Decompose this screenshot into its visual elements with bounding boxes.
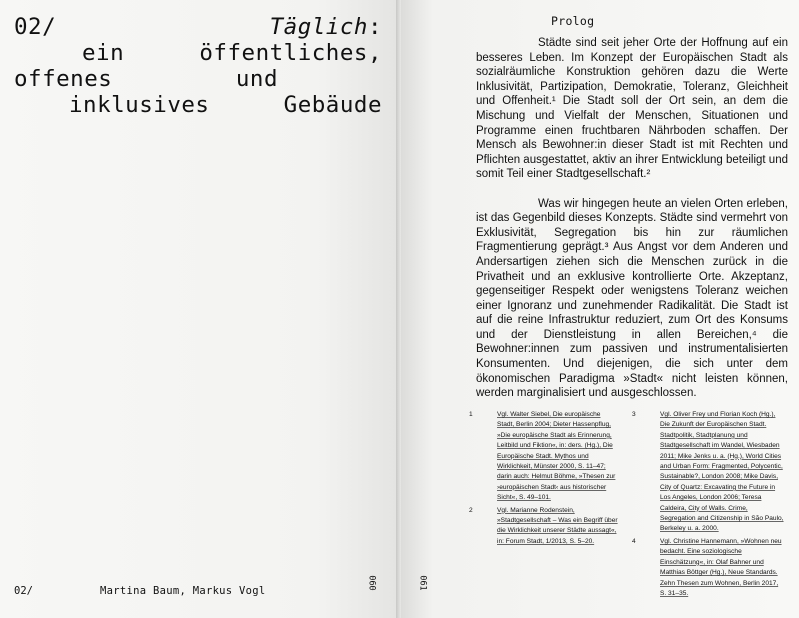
footnote (469, 410, 619, 504)
footnotes-column-right (632, 410, 784, 601)
footnote (632, 410, 784, 535)
footnote-text: Vgl. Oliver Frey und Florian Koch (Hg.), Die Zukunft der Europäischen Stadt. Stadtpolitik, Stadtplanung und Stadtgesellschaft im Wandel, Wiesbaden 2011; Mike Jenks u. a. (Hg.), World Cities and Urban Form: Fragmented, Polycentic, Sustainable?, London 2008; Mike Davis, City of Quartz: Excavating the Future in Los Angeles, London 2006; Teresa Caldeira, City of Walls. Crime, Segregation and Citizenship in São Paulo, Berkeley u. a. 2000. (660, 411, 784, 533)
title-line-3: offenes und (14, 66, 278, 92)
footnote (469, 506, 619, 548)
left-page-number: 060 (366, 575, 377, 591)
footnote-number: 2 (469, 506, 473, 514)
footnote-number: 3 (632, 411, 636, 418)
footnote (632, 537, 784, 599)
chapter-title (14, 14, 382, 118)
title-line-4: inklusives Gebäude (69, 92, 382, 118)
footnote-text: Vgl. Marianne Rodenstein, »Stadtgesellschaft – Was ein Begriff über die Wirklichkeit unserer Städte aussagt«, in: Forum Stadt, 1/2013, S. 5–20. (497, 506, 618, 545)
footnotes-column-left (469, 410, 619, 549)
footnote-number: 4 (632, 537, 636, 545)
chapter-number: 02/ (14, 14, 57, 40)
title-line-2: ein öffentliches, (82, 40, 382, 66)
right-page-number: 061 (417, 575, 428, 591)
paragraph: Städte sind seit jeher Orte der Hoffnung auf ein besseres Leben. Im Konzept der Europäischen Stadt als sozialräumliche Konstruktion gehören dazu die Werte Inklusivität, Partizipation, Demokratie, Toleranz, Gleichheit und Offenheit.¹ Die Stadt soll der Ort sein, an dem die Mischung und Vielfalt der Menschen, Situationen und Programme einen fruchtbaren Nährboden schaffen. Der Mensch als Bewohner:in dieser Stadt ist mit Rechten und Pflichten ausgestattet, aktiv an ihrer Entwicklung beteiligt und somit Teil einer Stadtgesellschaft.² (476, 37, 788, 181)
footer-authors: Martina Baum, Markus Vogl (100, 585, 266, 597)
left-page (0, 0, 397, 618)
section-heading: Prolog (551, 14, 595, 28)
chapter-title-emphasis: Täglich (269, 14, 368, 40)
footnote-text: Vgl. Christine Hannemann, »Wohnen neu bedacht. Eine soziologische Einschätzung«, in: Olaf Bahner und Matthias Böttger (Hg.), Neue Standards. Zehn Thesen zum Wohnen, Berlin 2017, S. 31–35. (660, 537, 782, 597)
footer-section-number: 02/ (14, 585, 33, 597)
title-line-1: 02/ Täglich: (14, 14, 382, 40)
footnote-number: 1 (469, 411, 473, 418)
paragraph: Was wir hingegen heute an vielen Orten erleben, ist das Gegenbild dieses Konzepts. Städte sind vermehrt von Exklusivität, Segregation bis hin zur räumlichen Fragmentierung geprägt.³ Aus Angst vor dem Anderen und Andersartigen ziehen sich die Menschen zurück in die Privatheit und an exklusive kontrollierte Orte. Akzeptanz, gegenseitiger Respekt oder wenigstens Toleranz weichen einer Ignoranz und zunehmender Radikalität. Die Stadt ist auf die reine Infrastruktur reduziert, zum Ort des Konsums und der Dienstleistung in allen Bereichen,⁴ die Bewohner:innen zum passiven und instrumentalisierten Konsumenten. Und diejenigen, die sich unter dem ökonomischen Paradigma »Stadt« nicht leisten können, werden marginalisiert und ausgeschlossen. (476, 197, 788, 400)
body-text (476, 36, 788, 415)
footnote-text: Vgl. Walter Siebel, Die europäische Stadt, Berlin 2004; Dieter Hassenpflug, »Die europäische Stadt als Erinnerung, Leitbild und Fiktion«, in: ders. (Hg.), Die Europäische Stadt. Mythos und Wirklichkeit, Münster 2000, S. 11–47; darin auch: Helmut Böhme, »Thesen zur ›europäischen Stadt‹ aus historischer Sicht«, S. 49–101. (497, 411, 616, 502)
